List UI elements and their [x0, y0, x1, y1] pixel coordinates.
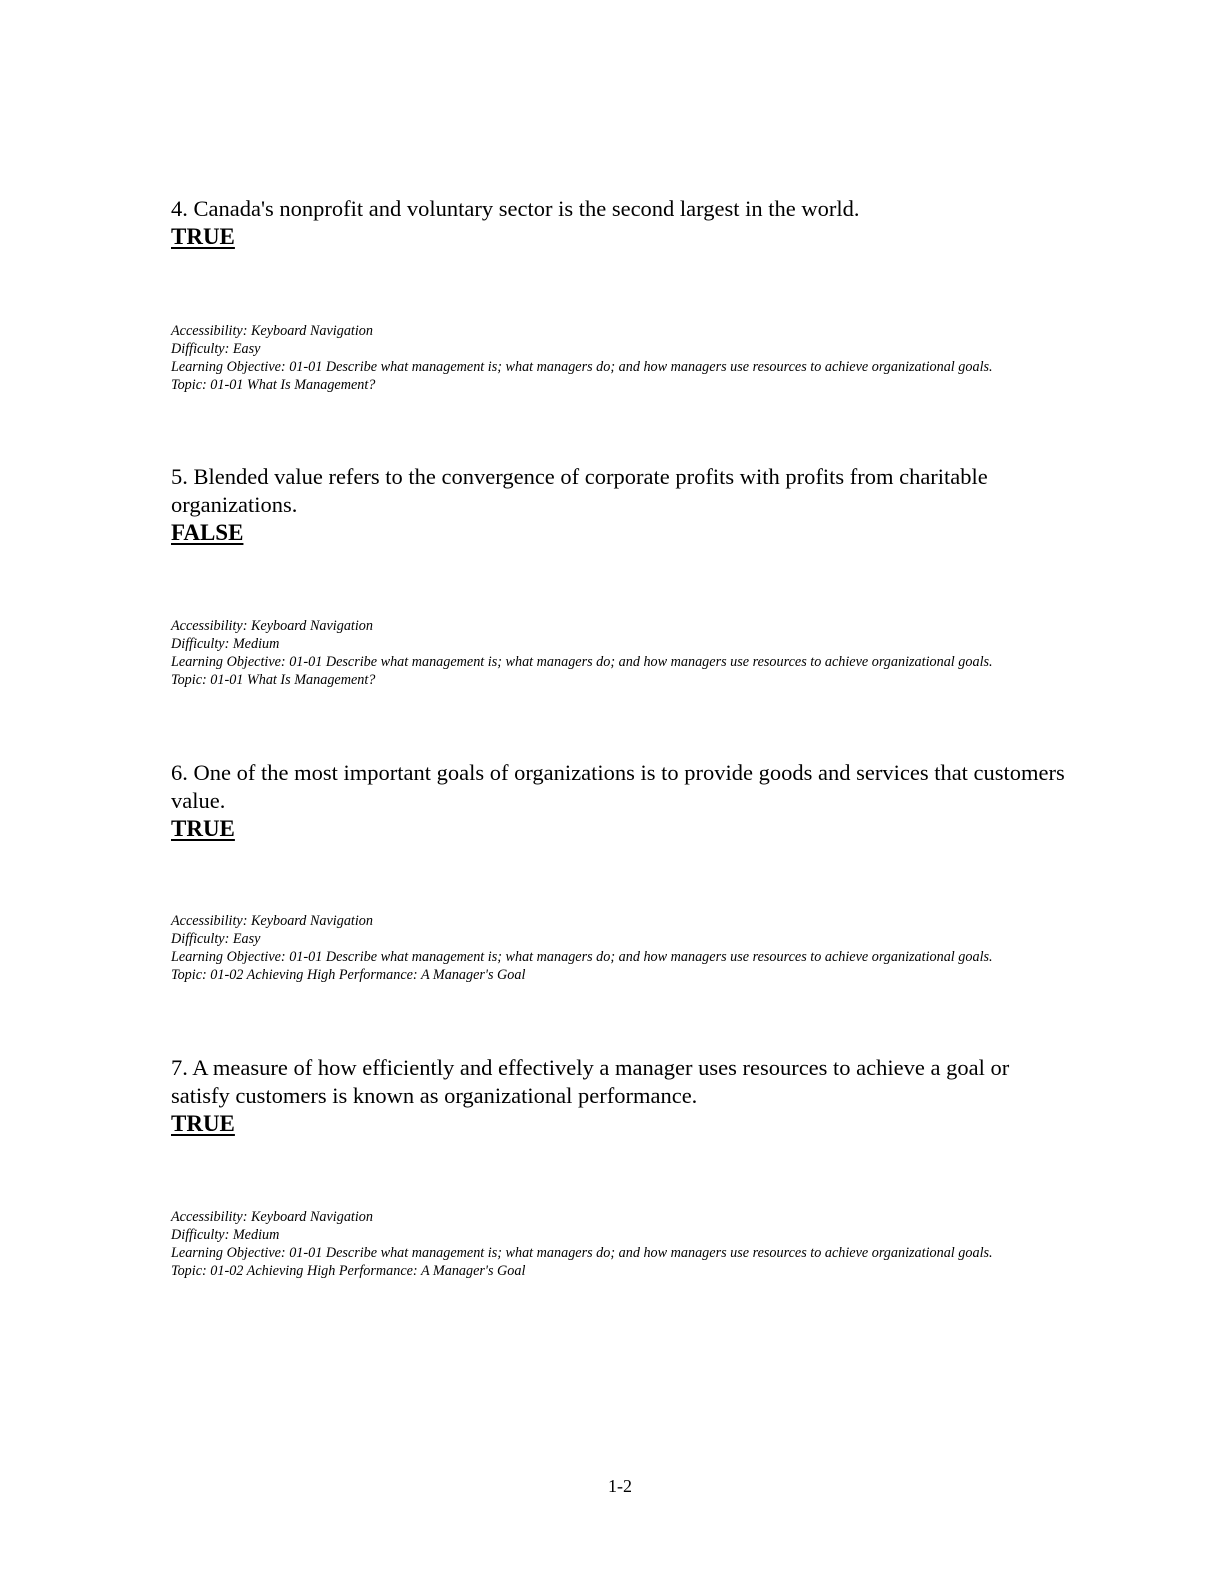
difficulty-tag: Difficulty: Easy: [171, 931, 261, 947]
difficulty-tag: Difficulty: Medium: [171, 1227, 280, 1243]
accessibility-tag: Accessibility: Keyboard Navigation: [171, 323, 373, 339]
answer-label: TRUE: [171, 816, 235, 841]
topic-tag: Topic: 01-01 What Is Management?: [171, 672, 376, 688]
question-metadata: [171, 617, 1071, 689]
page-number: 1-2: [608, 1476, 632, 1496]
question-text: 7. A measure of how efficiently and effectively a manager uses resources to achieve a goal or satisfy customers is known as organizational performance.: [171, 1055, 1010, 1108]
question-block: [171, 463, 1071, 547]
question-text: 6. One of the most important goals of organizations is to provide goods and services that customers value.: [171, 760, 1065, 813]
learning-objective-tag: Learning Objective: 01-01 Describe what management is; what managers do; and how managers use resources to achieve organizational goals.: [171, 359, 993, 375]
answer-label: TRUE: [171, 224, 235, 249]
answer-label: TRUE: [171, 1111, 235, 1136]
topic-tag: Topic: 01-02 Achieving High Performance: A Manager's Goal: [171, 1263, 526, 1279]
question-block: [171, 195, 1071, 251]
question-block: [171, 759, 1071, 843]
question-metadata: [171, 1208, 1071, 1280]
question-block: [171, 1054, 1071, 1138]
accessibility-tag: Accessibility: Keyboard Navigation: [171, 1209, 373, 1225]
learning-objective-tag: Learning Objective: 01-01 Describe what management is; what managers do; and how managers use resources to achieve organizational goals.: [171, 949, 993, 965]
topic-tag: Topic: 01-02 Achieving High Performance: A Manager's Goal: [171, 967, 526, 983]
topic-tag: Topic: 01-01 What Is Management?: [171, 377, 376, 393]
learning-objective-tag: Learning Objective: 01-01 Describe what management is; what managers do; and how managers use resources to achieve organizational goals.: [171, 654, 993, 670]
question-metadata: [171, 912, 1071, 984]
difficulty-tag: Difficulty: Medium: [171, 636, 280, 652]
accessibility-tag: Accessibility: Keyboard Navigation: [171, 618, 373, 634]
answer-label: FALSE: [171, 520, 244, 545]
difficulty-tag: Difficulty: Easy: [171, 341, 261, 357]
learning-objective-tag: Learning Objective: 01-01 Describe what management is; what managers do; and how managers use resources to achieve organizational goals.: [171, 1245, 993, 1261]
question-text: 4. Canada's nonprofit and voluntary sector is the second largest in the world.: [171, 196, 860, 221]
question-text: 5. Blended value refers to the convergence of corporate profits with profits from charitable organizations.: [171, 464, 988, 517]
accessibility-tag: Accessibility: Keyboard Navigation: [171, 913, 373, 929]
question-metadata: [171, 322, 1071, 394]
